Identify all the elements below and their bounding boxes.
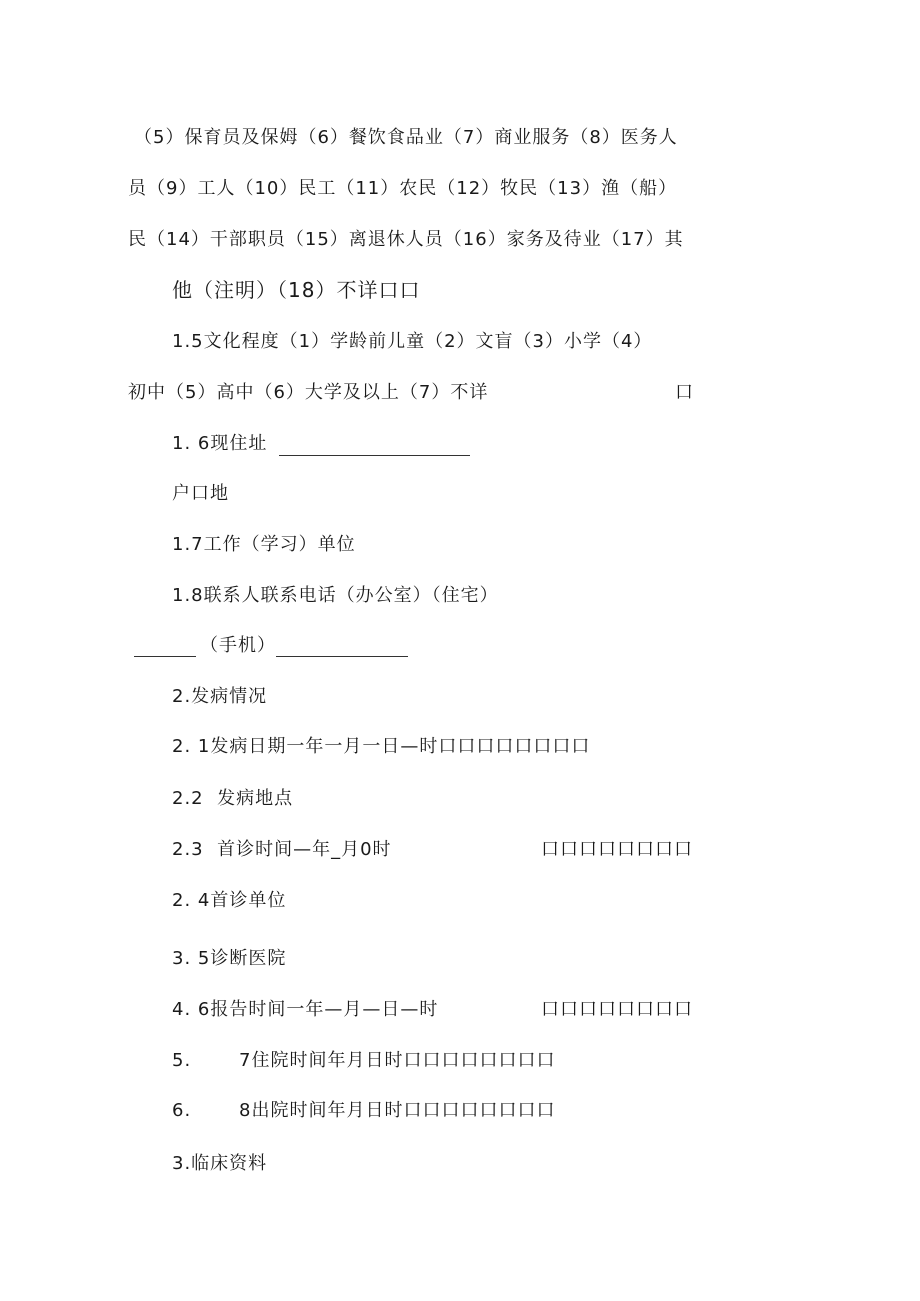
contact-phone-label: 1.8联系人联系电话（办公室）（住宅） [172, 585, 499, 606]
diagnosis-hospital-line: 3. 5诊断医院 [172, 948, 287, 969]
onset-date-line: 2. 1发病日期一年一月一日—时口口口口口口口口 [172, 736, 591, 757]
education-checkbox: 口 [675, 382, 694, 403]
occupation-options-line-4: 他（注明）（18）不详口口 [172, 278, 421, 302]
registered-residence-label: 户口地 [172, 483, 229, 504]
occupation-options-line-3: 民（14）干部职员（15）离退休人员（16）家务及待业（17）其 [128, 229, 684, 250]
mobile-blank [276, 656, 408, 657]
first-visit-time-boxes: 口口口口口口口口 [541, 839, 693, 860]
admission-number: 5. [172, 1050, 192, 1071]
onset-section-heading: 2.发病情况 [172, 686, 268, 707]
current-address-label: 1. 6现住址 [172, 433, 268, 454]
clinical-data-heading: 3.临床资料 [172, 1153, 268, 1174]
work-unit-label: 1.7工作（学习）单位 [172, 534, 356, 555]
education-line-1: 1.5文化程度（1）学龄前儿童（2）文盲（3）小学（4） [172, 331, 653, 352]
mobile-label: （手机） [200, 635, 276, 656]
home-phone-blank [134, 656, 196, 657]
onset-place-line: 2.2 发病地点 [172, 788, 294, 809]
first-visit-time-line: 2.3 首诊时间—年_月0时 [172, 839, 392, 860]
discharge-time-line: 8出院时间年月日时口口口口口口口口 [239, 1100, 556, 1121]
report-time-boxes: 口口口口口口口口 [541, 999, 693, 1020]
report-time-line: 4. 6报告时间一年—月—日—时 [172, 999, 439, 1020]
education-line-2: 初中（5）高中（6）大学及以上（7）不详 [128, 382, 489, 403]
occupation-options-line-2: 员（9）工人（10）民工（11）农民（12）牧民（13）渔（船） [128, 178, 678, 199]
admission-time-line: 7住院时间年月日时口口口口口口口口 [239, 1050, 556, 1071]
first-visit-unit-line: 2. 4首诊单位 [172, 890, 287, 911]
discharge-number: 6. [172, 1100, 192, 1121]
occupation-options-line-1: （5）保育员及保姆（6）餐饮食品业（7）商业服务（8）医务人 [134, 127, 678, 148]
current-address-blank [279, 455, 470, 456]
